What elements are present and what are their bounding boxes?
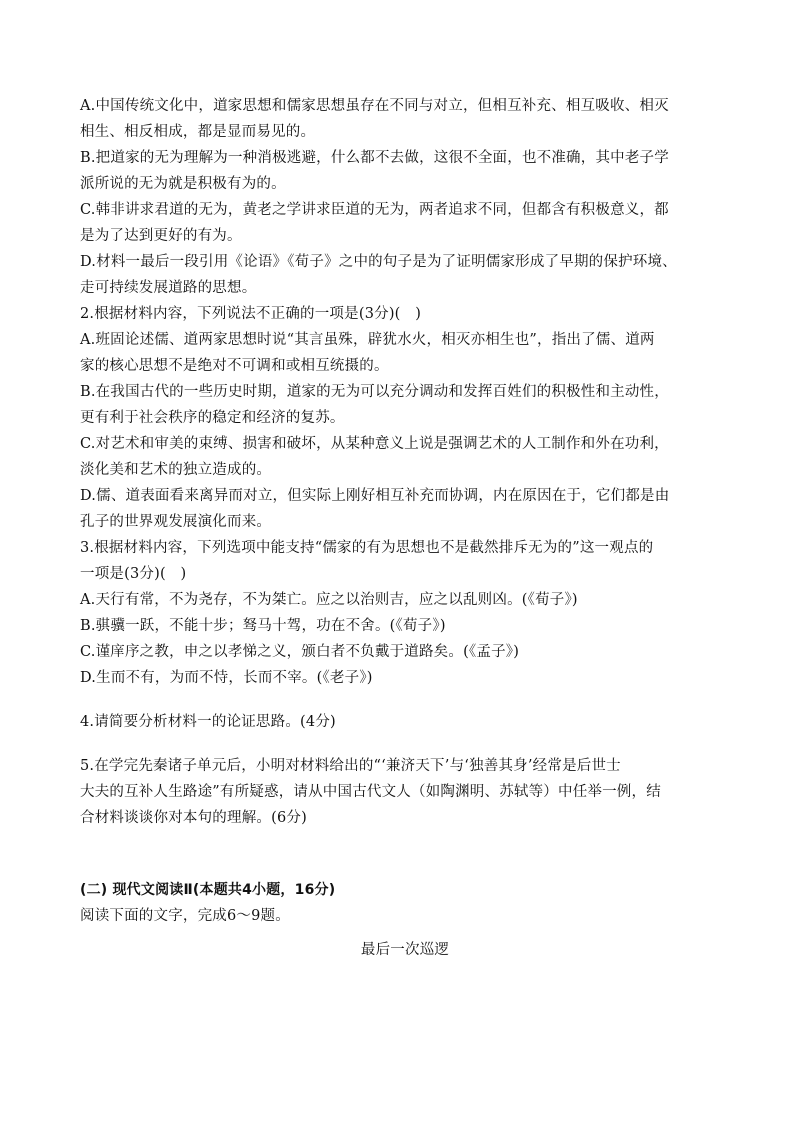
section-instruction: 阅读下面的文字，完成6～9题。 — [80, 908, 290, 924]
option-line: D.材料一最后一段引用《论语》《荀子》之中的句子是为了证明儒家形成了早期的保护环境、 — [80, 254, 677, 270]
option-line: C.韩非讲求君道的无为，黄老之学讲求臣道的无为，两者追求不同，但都含有积极意义，都 — [80, 202, 669, 218]
option-line: A.中国传统文化中，道家思想和儒家思想虽存在不同与对立，但相互补充、相互吸收、相灭 — [80, 98, 669, 114]
question-3 — [80, 535, 730, 691]
question-4: 4.请简要分析材料一的论证思路。(4分) — [80, 714, 336, 730]
option-line: 孔子的世界观发展演化而来。 — [80, 514, 272, 530]
option-line: D.生而不有，为而不恃，长而不宰。(《老子》) — [80, 670, 373, 686]
section-2 — [80, 877, 730, 963]
option-line: D.儒、道表面看来离异而对立，但实际上刚好相互补充而协调，内在原因在于，它们都是由 — [80, 488, 670, 504]
option-line: B.在我国古代的一些历史时期，道家的无为可以充分调动和发挥百姓们的积极性和主动性， — [80, 384, 669, 400]
option-line: 家的核心思想不是绝对不可调和或相互统摄的。 — [80, 358, 389, 374]
question-5-line: 5.在学完先秦诸子单元后，小明对材料给出的“‘兼济天下’与‘独善其身’经常是后世士 — [80, 758, 621, 774]
question-5-line: 大夫的互补人生路途”有所疑惑，请从中国古代文人（如陶渊明、苏轼等）中任举一例，结 — [80, 784, 661, 800]
option-line: 更有利于社会秩序的稳定和经济的复苏。 — [80, 410, 345, 426]
question-stem: 2.根据材料内容，下列说法不正确的一项是(3分)( ) — [80, 306, 422, 322]
option-line: A.天行有常，不为尧存，不为桀亡。应之以治则吉，应之以乱则凶。(《荀子》) — [80, 592, 578, 608]
option-line: 派所说的无为就是积极有为的。 — [80, 176, 286, 192]
question-1-options — [80, 93, 730, 301]
exam-page — [80, 93, 730, 963]
question-5-line: 合材料谈谈你对本句的理解。(6分) — [80, 810, 307, 826]
question-stem: 3.根据材料内容，下列选项中能支持“儒家的有为思想也不是截然排斥无为的”这一观点的 — [80, 540, 654, 556]
question-stem: 一项是(3分)( ) — [80, 566, 187, 582]
option-line: A.班固论述儒、道两家思想时说“其言虽殊，辟犹水火，相灭亦相生也”，指出了儒、道两 — [80, 332, 655, 348]
section-heading: (二) 现代文阅读Ⅱ(本题共4小题，16分) — [80, 882, 336, 898]
question-2 — [80, 301, 730, 535]
option-line: C.对艺术和审美的束缚、损害和破坏，从某种意义上说是强调艺术的人工制作和外在功利， — [80, 436, 669, 452]
option-line: B.把道家的无为理解为一种消极逃避，什么都不去做，这很不全面，也不准确，其中老子学 — [80, 150, 669, 166]
option-line: B.骐骥一跃，不能十步；驽马十驾，功在不舍。(《荀子》) — [80, 618, 446, 634]
option-line: 淡化美和艺术的独立造成的。 — [80, 462, 272, 478]
option-line: 是为了达到更好的有为。 — [80, 228, 242, 244]
option-line: 走可持续发展道路的思想。 — [80, 280, 257, 296]
option-line: C.谨庠序之教，申之以孝悌之义，颁白者不负戴于道路矣。(《孟子》) — [80, 644, 520, 660]
option-line: 相生、相反相成，都是显而易见的。 — [80, 124, 316, 140]
question-5 — [80, 753, 730, 831]
passage-title: 最后一次巡逻 — [360, 942, 450, 958]
